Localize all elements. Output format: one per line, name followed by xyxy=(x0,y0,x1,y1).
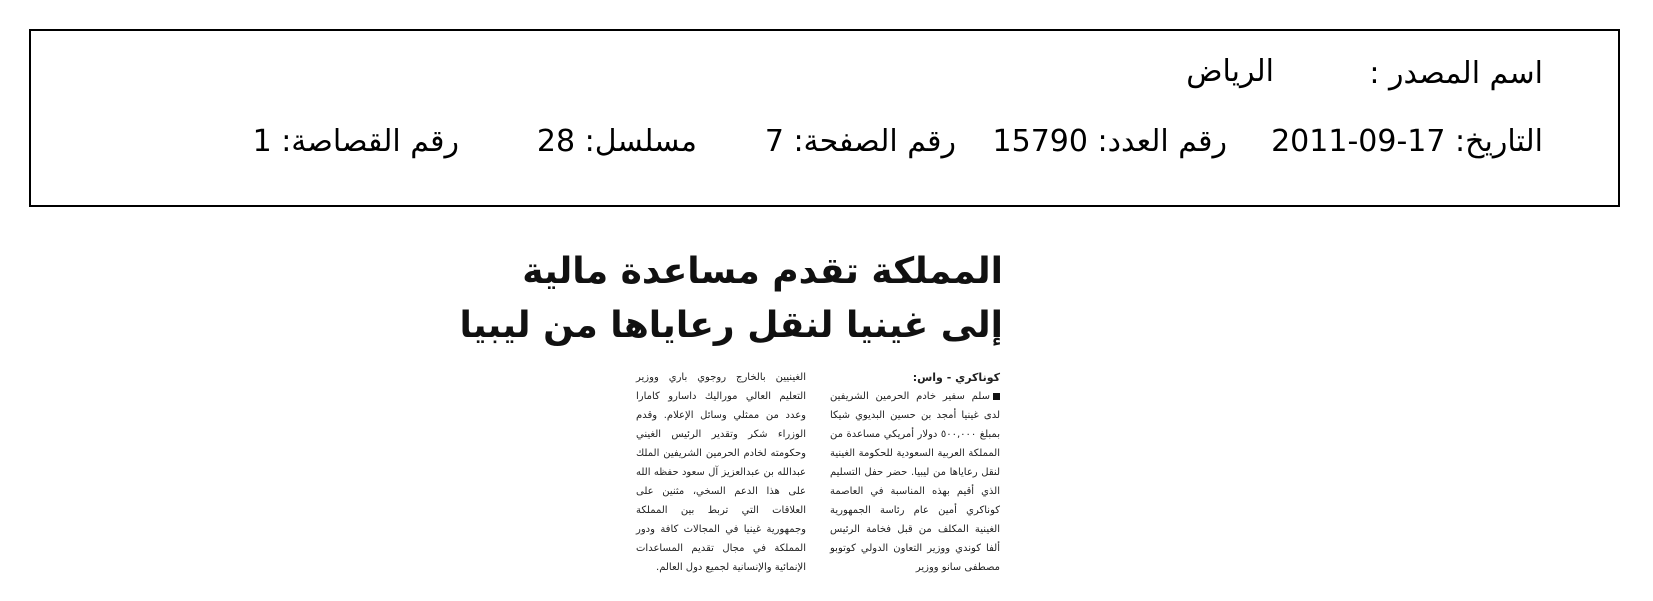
headline-line-1: المملكة تقدم مساعدة مالية xyxy=(522,251,1003,292)
page-number-field: رقم الصفحة: 7 xyxy=(764,124,956,159)
headline-line-2: إلى غينيا لنقل رعاياها من ليبيا xyxy=(459,305,1003,346)
article-body-right: سلم سفير خادم الحرمين الشريفين لدى غينيا أمجد بن حسين البديوي شيكا بمبلغ ٥٠٠,٠٠٠ دولار أمريكي مساعدة من المملكة العربية السعودية للحكومة الغينية لنقل رعاياها من ليبيا. حضر حفل التسليم الذي أقيم بهذه المناسبة في العاصمة كوناكري أمين عام رئاسة الجمهورية الغينية المكلف من قبل فخامة الرئيس ألفا كوندي ووزير التعاون الدولي كوتوبو مصطفى سانو ووزير xyxy=(830,391,1000,573)
metadata-header-box xyxy=(29,29,1620,207)
clip-number-field: رقم القصاصة: 1 xyxy=(252,124,459,159)
article-column-left xyxy=(636,368,806,577)
issue-number-field: رقم العدد: 15790 xyxy=(992,124,1227,159)
article-body-left: الغينيين بالخارج روجوي باري ووزير التعليم العالي موراليك داسارو كامارا وعدد من ممثلي وسائل الإعلام. وقدم الوزراء شكر وتقدير الرئيس الغيني وحكومته لخادم الحرمين الشريفين الملك عبدالله بن عبدالعزيز آل سعود حفظه الله على هذا الدعم السخي، مثنين على العلاقات التي تربط بين المملكة وجمهورية غينيا في المجالات كافة ودور المملكة في مجال تقديم المساعدات الإنمائية والإنسانية لجميع دول العالم. xyxy=(636,372,806,573)
date-field: التاريخ: 17-09-2011 xyxy=(1271,124,1543,159)
newspaper-clipping xyxy=(459,240,1003,580)
source-value: الرياض xyxy=(1186,54,1274,89)
article-column-right xyxy=(830,368,1000,577)
source-label: اسم المصدر : xyxy=(1369,56,1543,91)
article-dateline: كوناكري - واس: xyxy=(912,371,1000,384)
serial-number-field: مسلسل: 28 xyxy=(536,124,697,159)
bullet-square-icon xyxy=(993,393,1000,400)
